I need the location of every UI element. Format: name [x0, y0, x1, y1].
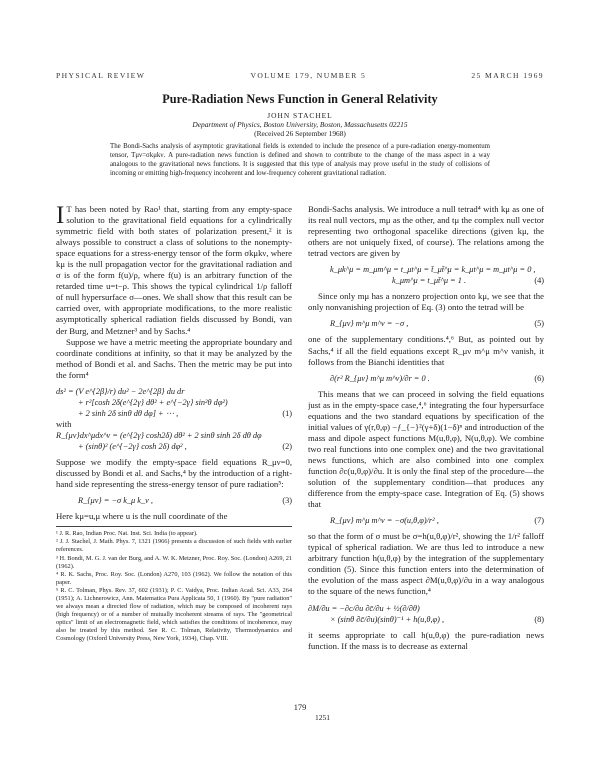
- page-code: 1251: [315, 713, 330, 722]
- drop-cap: I: [56, 204, 65, 229]
- journal-name: PHYSICAL REVIEW: [56, 71, 146, 80]
- abstract: The Bondi-Sachs analysis of asymptotic gravitational fields is extended to include the presence of a pure-radiation energy-momentum tensor, Tμν=σkμkν. A pure-radiation news function is defined and shown to contribute to the change of the mass aspect in a way analogous to the gravitational news functions. It is suggested that this type of analysis may prove useful in the study of collisions of incoming or emitting high-frequency incoherent and low-frequency coherent gravitational radiation.: [110, 143, 490, 177]
- equation-8-line-1: ∂M/∂u = −∂c/∂u ∂c̄/∂u + ½(∂/∂θ): [308, 603, 420, 613]
- footnote-1: ¹ J. R. Rao, Indian Proc. Nat. Inst. Sci. India (to appear).: [56, 530, 198, 538]
- equation-7: R_{μν} m^μ m^ν = −σ(u,θ,φ)/r² , (7): [330, 516, 544, 526]
- equation-7-number: (7): [534, 516, 544, 526]
- paragraph-news-function: so that the form of σ must be σ=h(u,θ,φ)/r², showing the 1/r² falloff typical of spherical radiation. We are thus led to introduce a new arbitrary function h(u,θ,φ) by the integration of the supplementary condition (5). Since this function enters into the determination of the evolution of the mass aspect ∂M(u,θ,φ)/∂u in a way analogous to the square of the news function,⁴: [308, 531, 544, 597]
- paragraph-metric-setup: Suppose we have a metric meeting the appropriate boundary and coordinate conditions at infinity, so that it may be analyzed by the method of Bondi et al. and Sachs. Then the metric may be put into the form⁴: [56, 336, 292, 380]
- page-number: 179: [293, 703, 307, 712]
- footnote-2: ² J. J. Stachel, J. Math. Phys. 7, 1321 (1966) presents a discussion of such fields with earlier references.: [56, 538, 292, 554]
- footnote-3: ³ H. Bondi, M. G. J. van der Burg, and A. W. K. Metzner, Proc. Roy. Soc. (London) A269, 21 (1962).: [56, 554, 292, 570]
- intro-text: T has been noted by Rao¹ that, starting from any empty-space solution to the gravitational field equations for a cylindrically symmetric field with both states of polarization present,² it is always possible to construct a class of solutions to the nonempty-space equations for a stress-energy tensor of the form σkμkν, where kμ is the null propagation vector for the gravitational radiation and σ is of the form f(u)/ρ, where f(u) is an arbitrary function of the retarded time u=t−ρ. This shows the typical cylindrical 1/ρ falloff of null hypersurface σ—ones. We shall show that this result can be carried over, with appropriate modifications, to the more realistic asymptotically spherical radiation fields discussed by Bondi, van der Burg, and Metzner³ and by Sachs.⁴: [56, 204, 292, 336]
- paragraph-null-tetrad: Bondi-Sachs analysis. We introduce a null tetrad⁴ with kμ as one of its real null vectors, mμ as the other, and tμ the complex null vector representing two orthogonal spacelike directions (given kμ, the others are not uniquely fixed, of course). The relations among the tetrad vectors are given by: [308, 204, 544, 259]
- equation-4-line-2: k_μm^μ = t_μt̄^μ = 1 . (4): [392, 276, 544, 286]
- footnotes: [56, 526, 292, 643]
- equation-4-line-1: k_μk^μ = m_μm^μ = t_μt^μ = t̄_μt̄^μ = k_μt^μ = m_μt^μ = 0 ,: [330, 265, 536, 275]
- equation-1-number: (1): [282, 408, 292, 418]
- article-author: JOHN STACHEL: [267, 111, 333, 120]
- equation-3: R_{μν} = −σ k_μ k_ν , (3): [78, 496, 292, 506]
- footnote-5: ⁵ R. C. Tolman, Phys. Rev. 37, 602 (1931); P. C. Vaidya, Proc. Indian Acad. Sci. A33, 264 (1951); A. Lichnerowicz, Ann. Matematica Pura Applicata 50, 1 (1960). By "pure radiation" we always mean a directed flow of radiation, which may be composed of incoherent rays (high frequency) or of a number of mutually incoherent streams of rays. The "geometrical optics" limit of an electromagnetic field, which satisfies the conditions of incoherence, may also be treated by this method. See R. C. Tolman, Relativity, Thermodynamics and Cosmology (Oxford University Press, New York, 1934), Chap. VIII.: [56, 586, 292, 643]
- equation-1-line-2: + r²[cosh 2δ(e^{2γ} dθ² + e^{−2γ} sin²θ dφ²): [78, 397, 228, 407]
- issue-date: 25 MARCH 1969: [471, 71, 544, 80]
- paragraph-projection: Since only mμ has a nonzero projection onto kμ, we see that the only nonvanishing projection of Eq. (3) onto the tetrad will be: [308, 291, 544, 313]
- paragraph-bianchi: one of the supplementary conditions.⁴,⁶ But, as pointed out by Sachs,⁴ if all the field equations except R_μν m^μ m^ν vanish, it follows from the Bianchi identities that: [308, 334, 544, 367]
- left-column: [56, 204, 292, 708]
- equation-6: ∂(r² R_{μν} m^μ m^ν)/∂r = 0 . (6): [330, 373, 544, 383]
- right-column: [308, 204, 544, 708]
- running-head: [56, 71, 544, 80]
- equation-4-number: (4): [534, 276, 544, 286]
- footnote-4: ⁴ R. K. Sachs, Proc. Roy. Soc. (London) A270, 103 (1962). We follow the notation of this paper.: [56, 570, 292, 586]
- equation-5: R_{μν} m^μ m^ν = −σ , (5): [330, 319, 544, 329]
- paragraph-conclusion: it seems appropriate to call h(u,θ,φ) the pure-radiation news function. If the mass is to decrease as external: [308, 629, 544, 651]
- volume-line: VOLUME 179, NUMBER 5: [250, 71, 367, 80]
- equation-3-number: (3): [282, 496, 292, 506]
- article-body: [56, 204, 544, 708]
- article-title: Pure-Radiation News Function in General Relativity: [162, 92, 438, 106]
- author-affiliation: Department of Physics, Boston University, Boston, Massachusetts 02215: [192, 120, 408, 129]
- equation-8-number: (8): [534, 614, 544, 624]
- with-word: with: [56, 418, 72, 429]
- equation-2-line-1: R_{μν}dx^μdx^ν = (e^{2γ} cosh2δ) dθ² + 2 sinθ sinh 2δ dθ dφ: [56, 430, 262, 440]
- received-date: (Received 26 September 1968): [254, 129, 346, 138]
- equation-2-line-2: + (sinθ)² (e^{−2γ} cosh 2δ) dφ² , (2): [78, 441, 292, 451]
- paragraph-field-equations: Suppose we modify the empty-space field equations R_μν=0, discussed by Bondi et al. and Sachs,⁴ by the introduction of a right-hand side representing the stress-energy tensor of pure radiation⁵:: [56, 457, 292, 490]
- equation-6-number: (6): [534, 373, 544, 383]
- equation-5-number: (5): [534, 319, 544, 329]
- equation-1-line-1: ds² = (V e^{2β}/r) du² − 2e^{2β} du dr: [56, 386, 185, 396]
- paragraph-null-coordinate: Here kμ=u,μ where u is the null coordinate of the: [56, 511, 228, 522]
- intro-paragraph: [56, 204, 292, 337]
- equation-8-line-2: × (sinθ ∂c̄/∂u)(sinθ)⁻¹ + h(u,θ,φ) , (8): [330, 614, 544, 624]
- equation-1-line-3: + 2 sinh 2δ sinθ dθ dφ] + ⋯ , (1): [78, 408, 292, 418]
- equation-2-number: (2): [282, 441, 292, 451]
- paragraph-integration: This means that we can proceed in solving the field equations just as in the empty-space case,⁴,⁶ integrating the four hypersurface equations and the two standard equations by specification of the initial values of γ(r,θ,φ) −ƒ_{−}²(γ+δ)(1−δ)ⁿ and introduction of the mass and dipole aspect functions M(u,θ,φ), N(u,θ,φ). We combine two real functions into one complex one) and the two gravitational news functions, which are also combined into one complex function ∂c(u,θ,φ)/∂u. It is only the final step of the procedure—the solution of the supplementary condition—that produces any difference from the empty-space case. Integration of Eq. (5) shows that: [308, 388, 544, 510]
